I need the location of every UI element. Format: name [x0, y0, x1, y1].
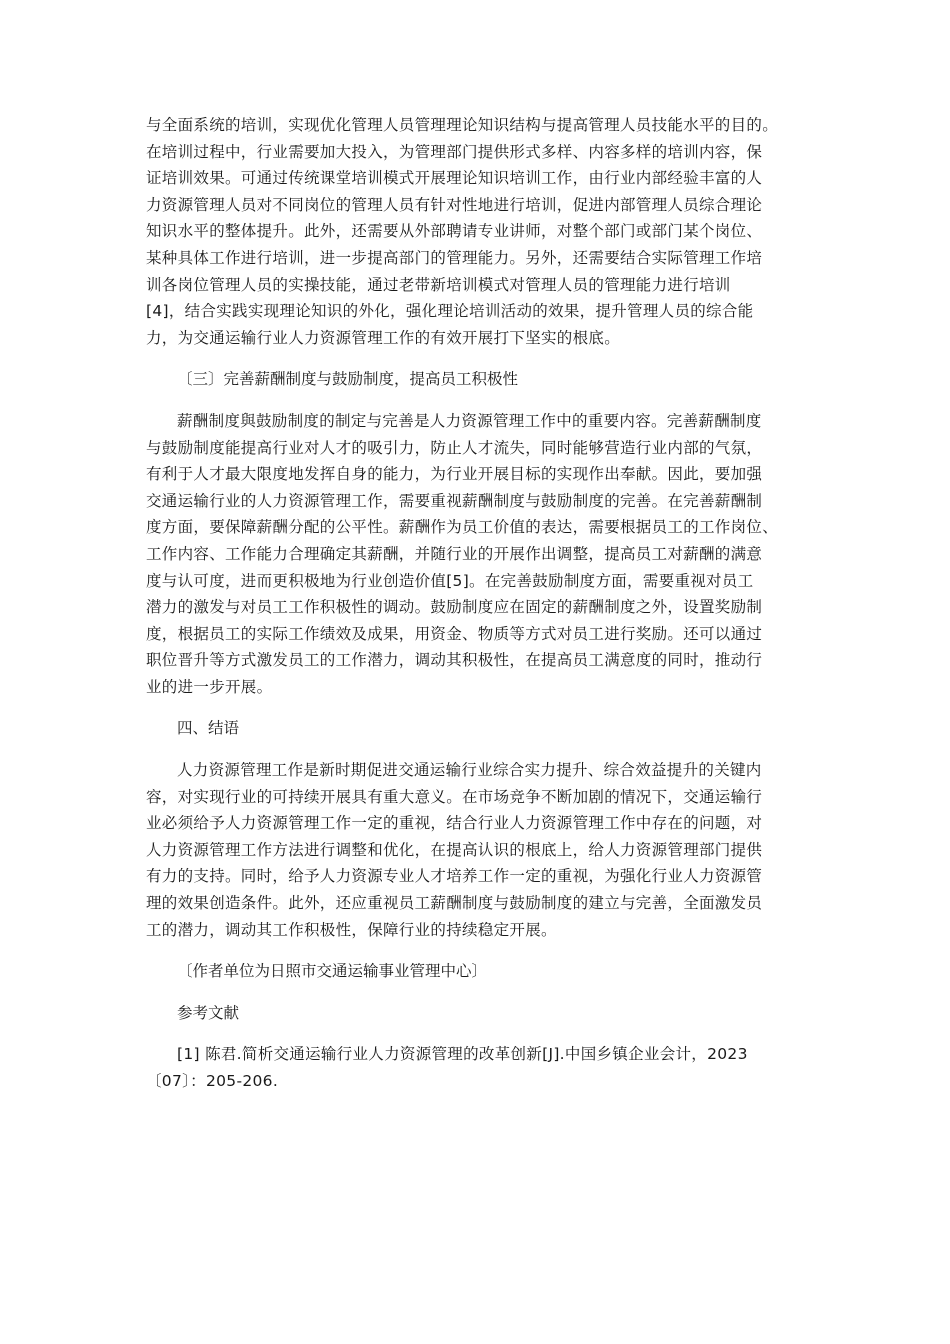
document-body [146, 112, 816, 1095]
text-line: 业的进一步开展。 [146, 677, 273, 696]
text-line: 力，为交通运输行业人力资源管理工作的有效开展打下坚实的根底。 [146, 328, 621, 347]
paragraph-compensation [146, 408, 816, 701]
text-line: 证培训效果。可通过传统课堂培训模式开展理论知识培训工作，由行业内部经验丰富的人 [146, 169, 763, 188]
text-line: 度与认可度，进而更积极地为行业创造价值[5]。在完善鼓励制度方面，需要重视对员工 [146, 571, 754, 590]
text-line: 工的潜力，调动其工作积极性，保障行业的持续稳定开展。 [146, 920, 557, 939]
text-line: 理的效果创造条件。此外，还应重视员工薪酬制度与鼓励制度的建立与完善，全面激发员 [146, 894, 763, 913]
text-line: [1] 陈君.简析交通运输行业人力资源管理的改革创新[J].中国乡镇企业会计，2023 [177, 1045, 748, 1064]
text-line: 某种具体工作进行培训，进一步提高部门的管理能力。另外，还需要结合实际管理工作培 [146, 248, 763, 267]
text-line: 容，对实现行业的可持续开展具有重大意义。在市场竞争不断加剧的情况下，交通运输行 [146, 787, 763, 806]
section-heading-4: 四、结语 [177, 719, 240, 738]
author-unit: 〔作者单位为日照市交通运输事业管理中心〕 [177, 962, 488, 981]
text-line: 在培训过程中，行业需要加大投入，为管理部门提供形式多样、内容多样的培训内容，保 [146, 142, 763, 161]
text-line: 人力资源管理工作是新时期促进交通运输行业综合实力提升、综合效益提升的关键内 [177, 761, 762, 780]
text-line: 度，根据员工的实际工作绩效及成果，用资金、物质等方式对员工进行奖励。还可以通过 [146, 624, 763, 643]
text-line: 工作内容、工作能力合理确定其薪酬，并随行业的开展作出调整，提高员工对薪酬的满意 [146, 544, 763, 563]
text-line: 知识水平的整体提升。此外，还需要从外部聘请专业讲师，对整个部门或部门某个岗位、 [146, 222, 763, 241]
text-line: 交通运输行业的人力资源管理工作，需要重视薪酬制度与鼓励制度的完善。在完善薪酬制 [146, 491, 763, 510]
references-title: 参考文献 [177, 1003, 240, 1022]
reference-item [146, 1041, 816, 1094]
paragraph-training [146, 112, 816, 351]
text-line: 职位晋升等方式激发员工的工作潜力，调动其积极性，在提高员工满意度的同时，推动行 [146, 651, 763, 670]
text-line: 潜力的激发与对员工工作积极性的调动。鼓励制度应在固定的薪酬制度之外，设置奖励制 [146, 598, 763, 617]
text-line: 力资源管理人员对不同岗位的管理人员有针对性地进行培训，促进内部管理人员综合理论 [146, 195, 763, 214]
text-line: 有利于人才最大限度地发挥自身的能力，为行业开展目标的实现作出奉献。因此，要加强 [146, 465, 763, 484]
text-line: 有力的支持。同时，给予人力资源专业人才培养工作一定的重视，为强化行业人力资源管 [146, 867, 763, 886]
text-line: 〔07〕：205-206. [146, 1072, 279, 1090]
text-line: 训各岗位管理人员的实操技能，通过老带新培训模式对管理人员的管理能力进行培训 [146, 275, 731, 294]
section-heading-3: 〔三〕完善薪酬制度与鼓励制度，提高员工积极性 [177, 370, 519, 389]
paragraph-conclusion [146, 757, 816, 943]
text-line: 人力资源管理工作方法进行调整和优化，在提高认识的根底上，给人力资源管理部门提供 [146, 840, 763, 859]
text-line: 薪酬制度與鼓励制度的制定与完善是人力资源管理工作中的重要内容。完善薪酬制度 [177, 411, 762, 430]
text-line: 与全面系统的培训，实现优化管理人员管理理论知识结构与提高管理人员技能水平的目的。 [146, 116, 779, 134]
text-line: 业必须给予人力资源管理工作一定的重视，结合行业人力资源管理工作中存在的问题，对 [146, 814, 763, 833]
text-line: 度方面，要保障薪酬分配的公平性。薪酬作为员工价值的表达，需要根据员工的工作岗位、 [146, 518, 779, 537]
text-line: [4]，结合实践实现理论知识的外化，强化理论培训活动的效果，提升管理人员的综合能 [146, 302, 754, 321]
text-line: 与鼓励制度能提高行业对人才的吸引力，防止人才流失，同时能够营造行业内部的气氛， [146, 438, 763, 457]
